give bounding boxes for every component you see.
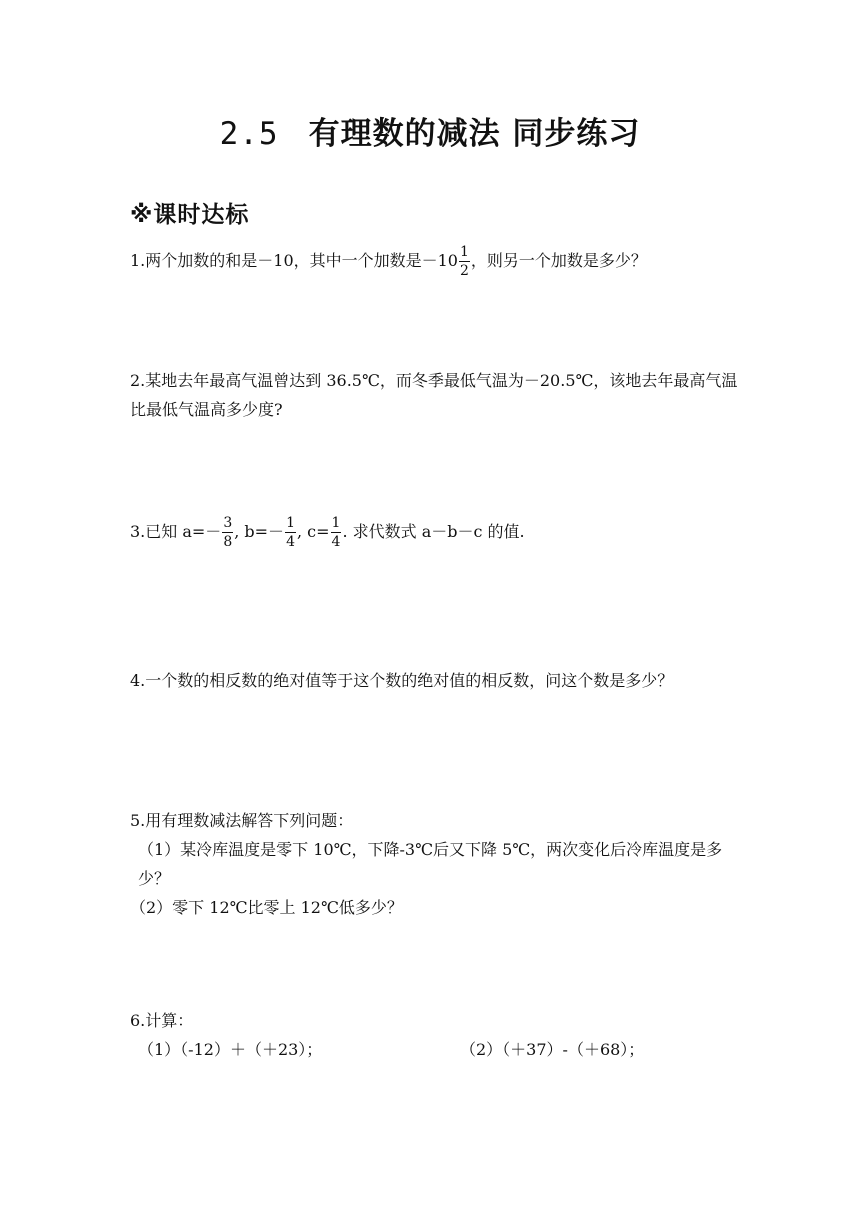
- q2-text: 2.某地去年最高气温曾达到 36.5℃，而冬季最低气温为－20.5℃，该地去年最高气温比最低气温高多少度?: [130, 371, 738, 419]
- q3-fa-denominator: 8: [223, 534, 233, 550]
- question-3: [130, 514, 740, 551]
- q1-text-before: 1.两个加数的和是－10，其中一个加数是－10: [130, 251, 458, 270]
- q3-text-3: , c=: [296, 522, 330, 541]
- section-heading: ※课时达标: [130, 202, 250, 228]
- q1-frac-denominator: 2: [460, 263, 469, 279]
- q3-fc-denominator: 4: [331, 534, 341, 550]
- q1-frac-numerator: 1: [460, 244, 469, 260]
- q3-fraction-a: [222, 514, 233, 551]
- q3-fraction-c: [331, 514, 342, 551]
- q1-text-after: ，则另一个加数是多少？: [470, 251, 647, 270]
- page-title: [0, 108, 860, 153]
- q6-part-1: （1）（-12）＋（＋23）；: [138, 1040, 323, 1059]
- q3-fraction-b: [285, 514, 296, 551]
- q3-text-4: . 求代数式 a－b－c 的值.: [342, 522, 525, 541]
- q5-part-2: （2）零下 12℃比零上 12℃低多少？: [130, 898, 403, 917]
- q1-fraction: [459, 243, 470, 280]
- q5-intro: 5.用有理数减法解答下列问题：: [130, 811, 354, 830]
- title-text: 有理数的减法 同步练习: [308, 116, 641, 152]
- question-4: [130, 666, 740, 695]
- q6-calc-row: [130, 1035, 740, 1064]
- question-1: [130, 243, 740, 280]
- q6-intro: 6.计算：: [130, 1011, 194, 1030]
- question-6: [130, 1006, 740, 1064]
- question-5: [130, 806, 740, 922]
- q3-fa-numerator: 3: [223, 515, 233, 531]
- title-number: 2.5: [219, 116, 279, 152]
- q5-part-1: （1）某冷库温度是零下 10℃，下降-3℃后又下降 5℃，两次变化后冷库温度是多少？: [138, 840, 723, 888]
- q6-part-2: （2）（＋37）-（＋68）；: [460, 1040, 645, 1059]
- q3-fb-denominator: 4: [286, 534, 295, 550]
- q3-fc-numerator: 1: [331, 515, 341, 531]
- q3-text-2: , b=－: [234, 522, 285, 541]
- q4-text: 4.一个数的相反数的绝对值等于这个数的绝对值的相反数，问这个数是多少？: [130, 671, 674, 690]
- q3-text-1: 3.已知 a=－: [130, 522, 222, 541]
- question-2: [130, 366, 740, 424]
- q3-fb-numerator: 1: [286, 515, 295, 531]
